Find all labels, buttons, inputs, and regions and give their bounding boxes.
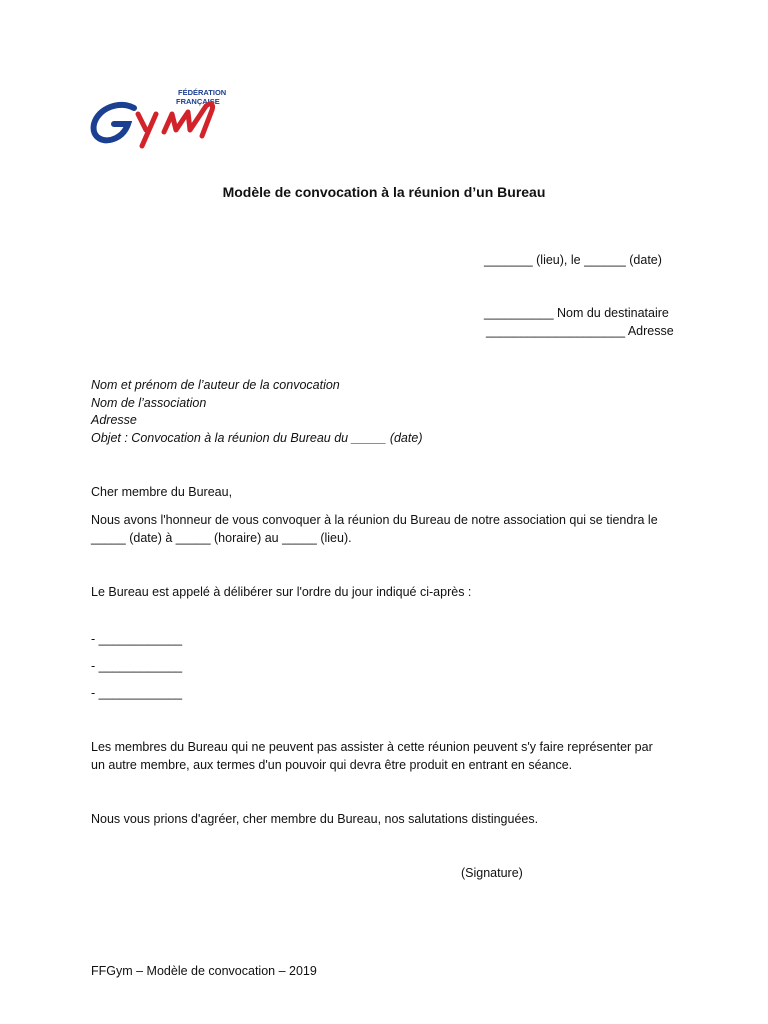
recipient-address-line: ____________________ Adresse [486, 324, 674, 338]
sender-association: Nom de l’association [91, 396, 207, 410]
recipient-name-line: __________ Nom du destinataire [484, 306, 669, 320]
logo-line1: FÉDÉRATION [178, 88, 227, 97]
proxy-paragraph-line1: Les membres du Bureau qui ne peuvent pas assister à cette réunion peuvent s'y faire représenter par [91, 740, 653, 754]
logo-y-stroke [138, 114, 156, 146]
closing-formula: Nous vous prions d'agréer, cher membre du Bureau, nos salutations distinguées. [91, 812, 539, 826]
invitation-paragraph-line2: _____ (date) à _____ (horaire) au _____ (lieu). [91, 531, 352, 545]
ffgym-logo-graphic [90, 84, 230, 150]
signature-placeholder: (Signature) [461, 866, 523, 880]
sender-name: Nom et prénom de l’auteur de la convocation [91, 378, 340, 392]
logo-m-stroke [164, 104, 213, 136]
logo-g-stroke [94, 105, 134, 140]
page-footer: FFGym – Modèle de convocation – 2019 [91, 964, 317, 978]
logo-line2: FRANÇAISE [176, 97, 220, 106]
sender-address: Adresse [91, 413, 137, 427]
place-date-line: _______ (lieu), le ______ (date) [484, 253, 662, 267]
subject-line: Objet : Convocation à la réunion du Bureau du _____ (date) [91, 431, 423, 445]
ffgym-logo [90, 84, 230, 150]
greeting: Cher membre du Bureau, [91, 485, 233, 499]
document-title: Modèle de convocation à la réunion d’un Bureau [222, 184, 546, 200]
agenda-item: - ____________ [91, 632, 183, 646]
agenda-intro: Le Bureau est appelé à délibérer sur l'ordre du jour indiqué ci-après : [91, 585, 472, 599]
agenda-item: - ____________ [91, 659, 183, 673]
proxy-paragraph-line2: un autre membre, aux termes d'un pouvoir qui devra être produit en entrant en séance. [91, 758, 573, 772]
agenda-item: - ____________ [91, 686, 183, 700]
invitation-paragraph-line1: Nous avons l'honneur de vous convoquer à la réunion du Bureau de notre association qui se tiendra le [91, 513, 658, 527]
